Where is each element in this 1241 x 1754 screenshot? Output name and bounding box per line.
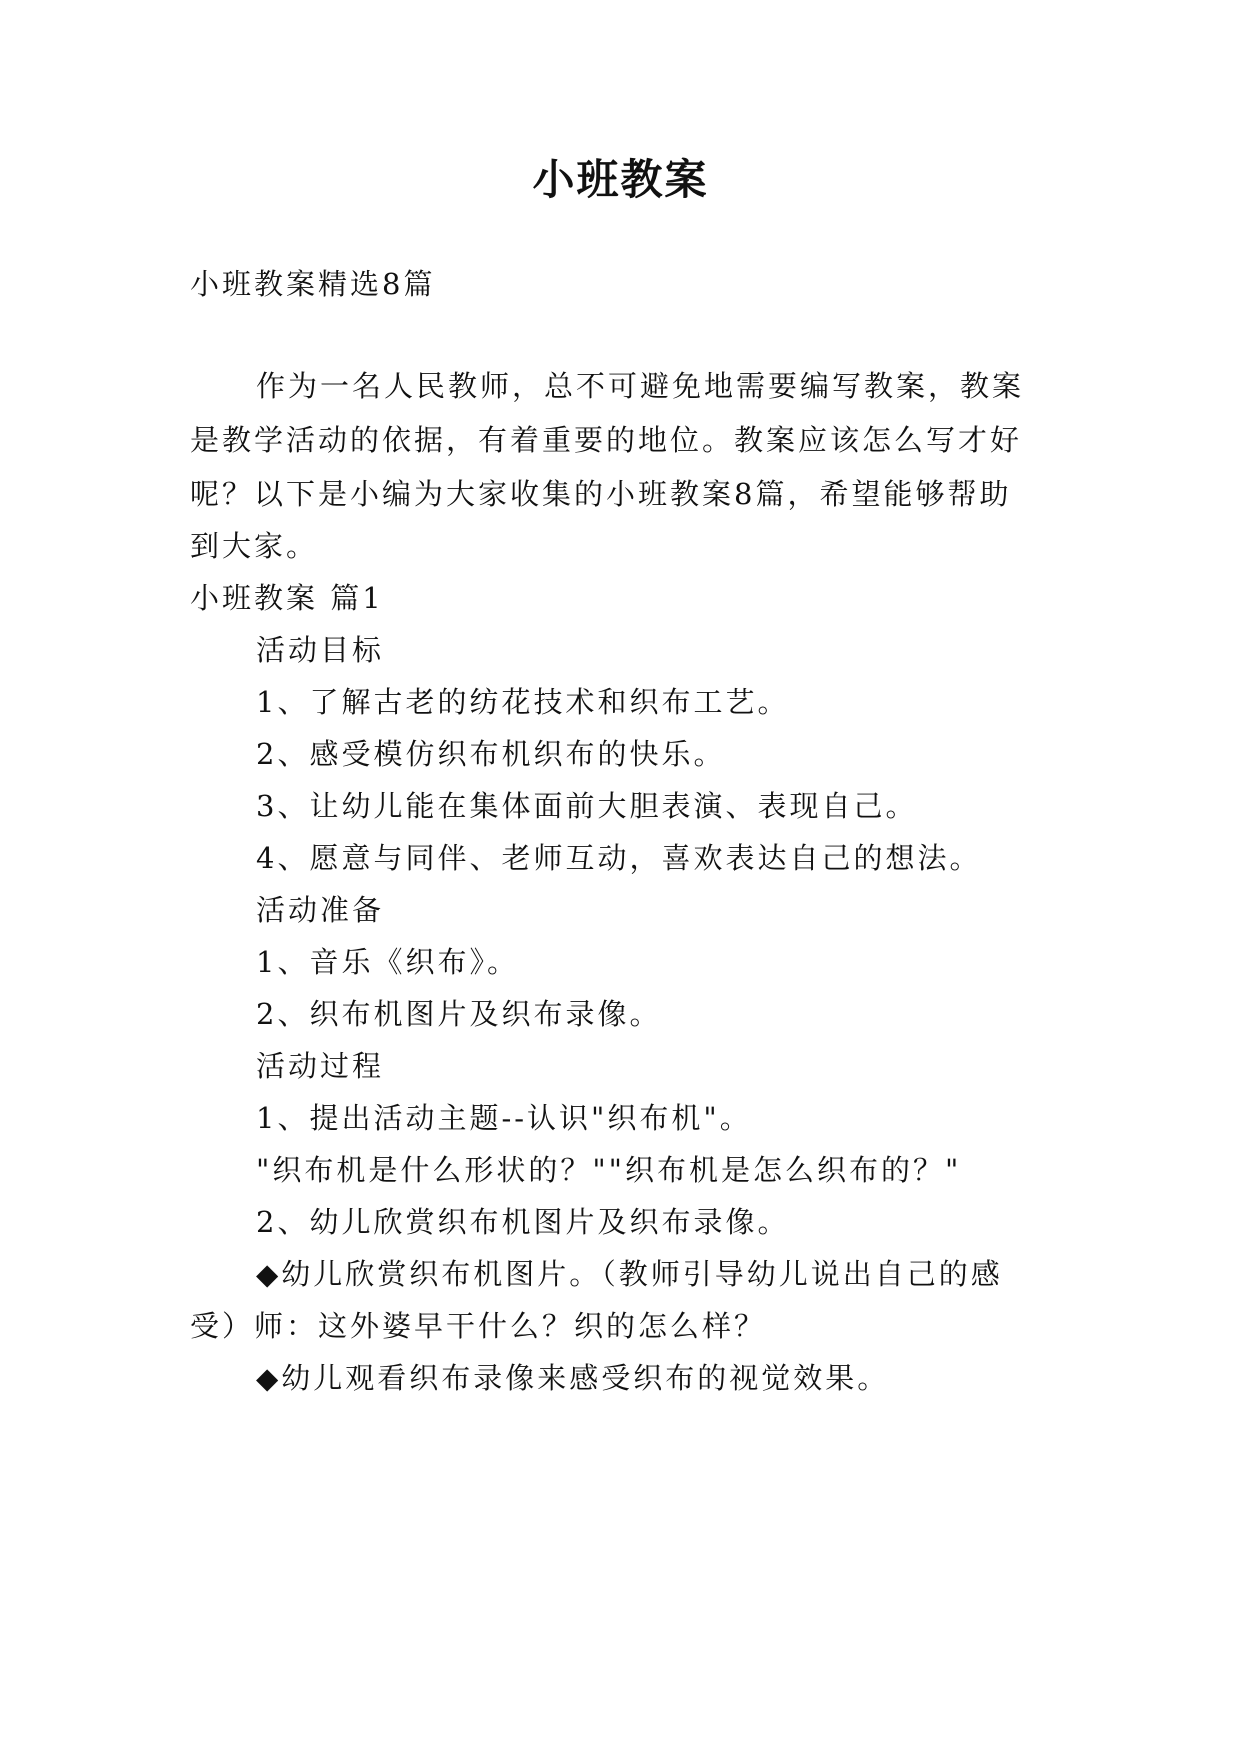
process-item-5: 受）师：这外婆早干什么？织的怎么样？ xyxy=(190,1309,767,1343)
section-heading: 小班教案 篇1 xyxy=(190,581,384,615)
process-item-2: "织布机是什么形状的？""织布机是怎么织布的？" xyxy=(256,1153,962,1187)
goal-item-4: 4、愿意与同伴、老师互动，喜欢表达自己的想法。 xyxy=(256,841,982,875)
prep-item-1: 1、音乐《织布》。 xyxy=(256,945,519,979)
process-item-1: 1、提出活动主题--认识"织布机"。 xyxy=(256,1101,752,1135)
process-item-3: 2、幼儿欣赏织布机图片及织布录像。 xyxy=(256,1205,790,1239)
prep-heading: 活动准备 xyxy=(256,893,385,927)
goal-item-3: 3、让幼儿能在集体面前大胆表演、表现自己。 xyxy=(256,789,918,823)
goal-item-1: 1、了解古老的纺花技术和织布工艺。 xyxy=(256,685,790,719)
intro-line-1: 作为一名人民教师，总不可避免地需要编写教案，教案 xyxy=(256,369,1025,403)
intro-line-4: 到大家。 xyxy=(190,529,319,563)
process-heading: 活动过程 xyxy=(256,1049,385,1083)
goal-item-2: 2、感受模仿织布机织布的快乐。 xyxy=(256,737,726,771)
process-item-4: ◆幼儿欣赏织布机图片。（教师引导幼儿说出自己的感 xyxy=(256,1257,1003,1291)
intro-line-3: 呢？以下是小编为大家收集的小班教案8篇，希望能够帮助 xyxy=(190,477,1012,511)
document-subtitle: 小班教案精选8篇 xyxy=(190,267,436,301)
goals-heading: 活动目标 xyxy=(256,633,385,667)
document-title: 小班教案 xyxy=(532,155,709,204)
intro-line-2: 是教学活动的依据，有着重要的地位。教案应该怎么写才好 xyxy=(190,423,1023,457)
prep-item-2: 2、织布机图片及织布录像。 xyxy=(256,997,662,1031)
process-item-6: ◆幼儿观看织布录像来感受织布的视觉效果。 xyxy=(256,1361,890,1395)
